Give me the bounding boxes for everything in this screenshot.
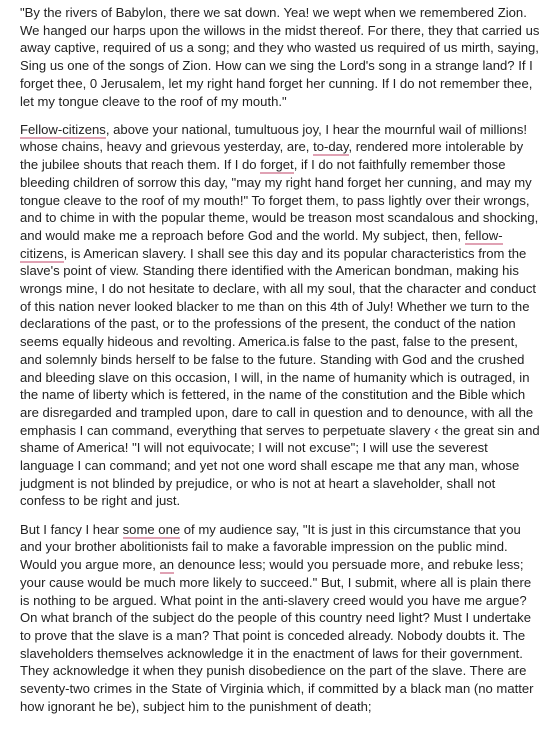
text-run: of my audience say, "It is just in this circumstance that you and your brother abolitionists fail to make a favorable impression on the public mind. Would you argue more, <box>20 521 521 573</box>
text-run: , if I do not faithfully remember those bleeding children of sorrow this day, "may my right hand forget her cunning, and may my tongue cleave to the roof of my mouth!" To forget them, to pass lightly over their wrongs, and to chime in with the popular theme, would be treason most scandalous and shocking, and would make me a reproach before God and the world. My subject, then, <box>20 157 539 243</box>
spellcheck-flagged-word[interactable]: to-day <box>313 139 349 155</box>
paragraph-2 <box>20 121 541 510</box>
spellcheck-flagged-word[interactable]: some one <box>122 521 181 537</box>
paragraph-3 <box>20 521 541 716</box>
spellcheck-flagged-word[interactable]: an <box>159 557 175 573</box>
text-run: , rendered more intolerable by the jubilee shouts that reach them. If I do <box>20 139 524 173</box>
spellcheck-flagged-word[interactable]: fellow-citizens <box>20 227 503 261</box>
text-run: denounce less; would you persuade more, and rebuke less; your cause would be much more likely to succeed." But, I submit, where all is plain there is nothing to be argued. What point in the anti-slavery creed would you have me argue? On what branch of the subject do the people of this country need light? Must I undertake to prove that the slave is a man? That point is conceded already. Nobody doubts it. The slaveholders themselves acknowledge it in the enactment of laws for their government. They acknowledge it when they punish disobedience on the part of the slave. There are seventy-two crimes in the State of Virginia which, if committed by a black man (no matter how ignorant he be), subject him to the punishment of death; <box>20 557 534 714</box>
text-run: , is American slavery. I shall see this day and its popular characteristics from the slave's point of view. Standing there identified with the American bondman, making his wrongs mine, I do not hesitate to declare, with all my soul, that the character and conduct of this nation never looked blacker to me than on this 4th of July! Whether we turn to the declarations of the past, or to the professions of the present, the conduct of the nation seems equally hideous and revolting. America.is false to the past, false to the present, and solemnly binds herself to be false to the future. Standing with God and the crushed and bleeding slave on this occasion, I will, in the name of humanity which is outraged, in the name of liberty which is fettered, in the name of the constitution and the Bible which are disregarded and trampled upon, dare to call in question and to denounce, with all the emphasis I can command, everything that serves to perpetuate slavery ‹ the great sin and shame of America! "I will not equivocate; I will not excuse"; I will use the severest language I can command; and yet not one word shall escape me that any man, whose judgment is not blinded by prejudice, or who is not at heart a slaveholder, shall not confess to be right and just. <box>20 245 540 509</box>
text-run: , above your national, tumultuous joy, I hear the mournful wail of millions! whose chains, heavy and grievous yesterday, are, <box>20 121 528 155</box>
paragraph-1 <box>20 4 541 110</box>
text-run: But I fancy I hear <box>20 521 123 537</box>
spellcheck-flagged-word[interactable]: forget <box>260 157 294 173</box>
text-run: "By the rivers of Babylon, there we sat down. Yea! we wept when we remembered Zion. We hanged our harps upon the willows in the midst thereof. For there, they that carried us away captive, required of us a song; and they who wasted us required of us mirth, saying, Sing us one of the songs of Zion. How can we sing the Lord's song in a strange land? If I forget thee, 0 Jerusalem, let my right hand forget her cunning. If I do not remember thee, let my tongue cleave to the roof of my mouth." <box>20 5 540 109</box>
spellcheck-flagged-word[interactable]: Fellow-citizens <box>20 121 106 137</box>
